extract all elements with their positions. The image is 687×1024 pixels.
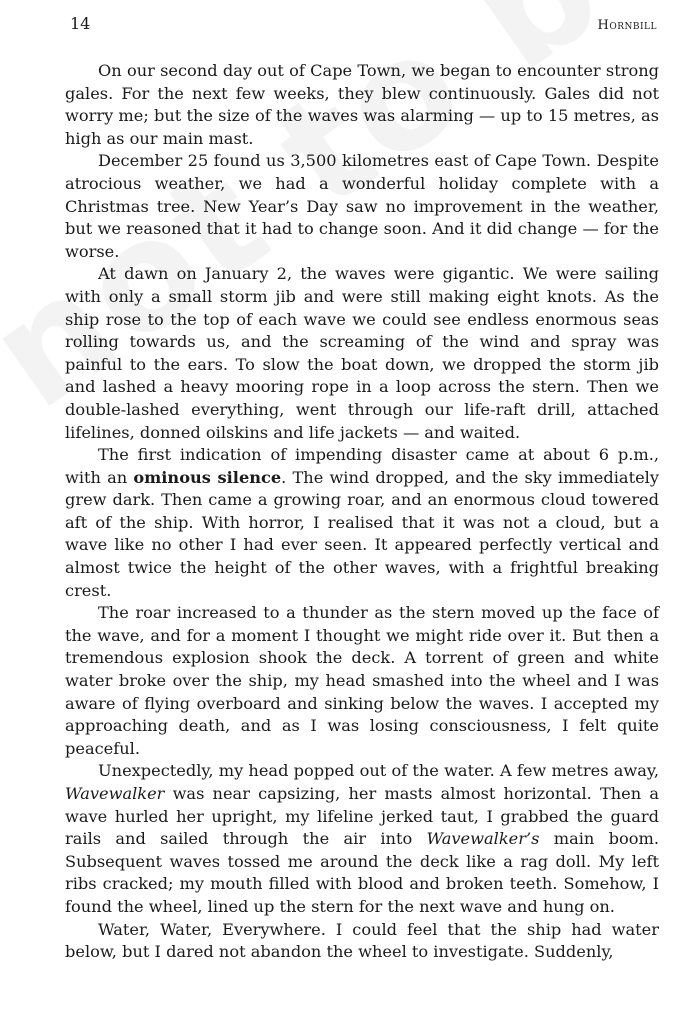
text-run: Water, Water, Everywhere. I could feel that the ship had water below, but I dared not abandon the wheel to investigate. Suddenly, <box>65 919 659 962</box>
paragraph <box>65 60 659 150</box>
running-head: Hornbill <box>597 18 657 33</box>
paragraph <box>65 602 659 760</box>
text-run: was near capsizing, her masts almost horizontal. Then a wave hurled her upright, my lifeline jerked taut, I grabbed the guard rails and sailed through the air into <box>65 784 659 849</box>
text-run: Unexpectedly, my head popped out of the water. A few metres away, <box>98 761 659 781</box>
bold-phrase: ominous silence <box>133 467 282 487</box>
text-run: At dawn on January 2, the waves were gigantic. We were sailing with only a small storm jib and were still making eight knots. As the ship rose to the top of each wave we could see endless enormous seas rolling towards us, and the screaming of the wind and spray was painful to the ears. To slow the boat down, we dropped the storm jib and lashed a heavy mooring rope in a loop across the stern. Then we double-lashed everything, went through our life-raft drill, attached lifelines, donned oilskins and life jackets — and waited. <box>65 264 659 442</box>
text-run: main boom. Subsequent waves tossed me around the deck like a rag doll. My left ribs cracked; my mouth filled with blood and broken teeth. Somehow, I found the wheel, lined up the stern for the next wave and hung on. <box>65 829 659 916</box>
page-number: 14 <box>70 14 91 33</box>
text-run: The roar increased to a thunder as the stern moved up the face of the wave, and for a moment I thought we might ride over it. But then a tremendous explosion shook the deck. A torrent of green and white water broke over the ship, my head smashed into the wheel and I was aware of flying overboard and sinking below the waves. I accepted my approaching death, and as I was losing consciousness, I felt quite peaceful. <box>65 603 659 758</box>
italic-phrase: Wavewalker <box>65 784 165 803</box>
paragraph <box>65 444 659 602</box>
italic-phrase: Wavewalker’s <box>426 829 540 849</box>
body-text <box>65 60 659 964</box>
page-header <box>70 14 657 33</box>
paragraph <box>65 919 659 964</box>
text-run: December 25 found us 3,500 kilometres east of Cape Town. Despite atrocious weather, we had a wonderful holiday complete with a Christmas tree. New Year’s Day saw no improvement in the weather, but we reasoned that it had to change soon. And it did change — for the worse. <box>65 151 659 261</box>
paragraph <box>65 150 659 263</box>
paragraph <box>65 263 659 444</box>
text-run: On our second day out of Cape Town, we began to encounter strong gales. For the next few weeks, they blew continuously. Gales did not worry me; but the size of the waves was alarming — up to 15 metres, as high as our main mast. <box>65 61 659 148</box>
text-run: The first indication of impending disaster came at about 6 p.m., with an <box>65 445 659 487</box>
text-run: . The wind dropped, and the sky immediately grew dark. Then came a growing roar, and an enormous cloud towered aft of the ship. With horror, I realised that it was not a cloud, but a wave like no other I had ever seen. It appeared perfectly vertical and almost twice the height of the other waves, with a frightful breaking crest. <box>65 467 659 600</box>
paragraph <box>65 760 659 918</box>
